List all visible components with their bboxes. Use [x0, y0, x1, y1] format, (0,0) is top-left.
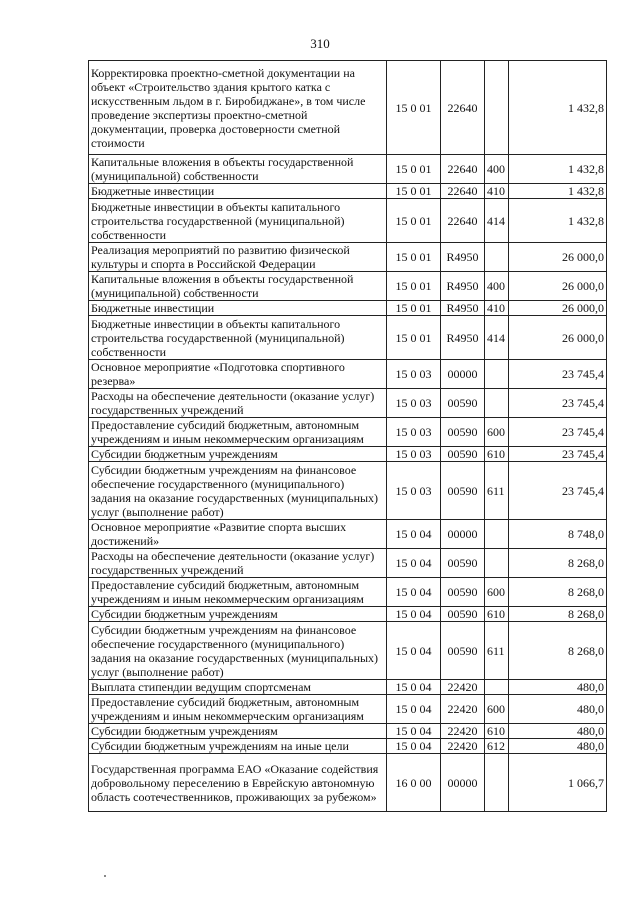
row-expense-type: 612 [485, 739, 509, 754]
row-program-code: 15 0 04 [387, 520, 441, 549]
scan-speck [104, 875, 106, 877]
row-program-code: 15 0 04 [387, 724, 441, 739]
row-expense-type: 610 [485, 447, 509, 462]
row-program-code: 15 0 01 [387, 184, 441, 199]
row-program-code: 15 0 04 [387, 680, 441, 695]
row-name: Предоставление субсидий бюджетным, автономным учреждениям и иным некоммерческим организациям [89, 418, 387, 447]
row-program-code: 15 0 04 [387, 578, 441, 607]
row-expense-type: 610 [485, 607, 509, 622]
row-name: Субсидии бюджетным учреждениям на финансовое обеспечение государственного (муниципального) задания на оказание государственных (муниципальных) услуг (выполнение работ) [89, 462, 387, 520]
row-article-code: R4950 [441, 316, 485, 360]
row-amount: 26 000,0 [509, 243, 607, 272]
row-expense-type: 414 [485, 316, 509, 360]
table-row [89, 418, 607, 447]
row-program-code: 15 0 03 [387, 360, 441, 389]
table-row [89, 578, 607, 607]
row-expense-type: 610 [485, 724, 509, 739]
row-article-code: 00590 [441, 549, 485, 578]
row-program-code: 15 0 01 [387, 155, 441, 184]
row-article-code: 00590 [441, 607, 485, 622]
row-name: Предоставление субсидий бюджетным, автономным учреждениям и иным некоммерческим организациям [89, 695, 387, 724]
table-row [89, 389, 607, 418]
row-name: Бюджетные инвестиции [89, 301, 387, 316]
table-row [89, 155, 607, 184]
row-expense-type [485, 360, 509, 389]
row-name: Государственная программа ЕАО «Оказание содействия добровольному переселению в Еврейскую автономную область соотечественников, проживающих за рубежом» [89, 754, 387, 812]
table-row [89, 301, 607, 316]
row-program-code: 15 0 01 [387, 199, 441, 243]
row-name: Капитальные вложения в объекты государственной (муниципальной) собственности [89, 155, 387, 184]
row-amount: 23 745,4 [509, 418, 607, 447]
row-program-code: 15 0 03 [387, 447, 441, 462]
row-name: Капитальные вложения в объекты государственной (муниципальной) собственности [89, 272, 387, 301]
table-row [89, 462, 607, 520]
row-expense-type: 600 [485, 695, 509, 724]
row-article-code: 00590 [441, 462, 485, 520]
row-article-code: 00590 [441, 622, 485, 680]
table-row [89, 680, 607, 695]
table-row [89, 447, 607, 462]
row-program-code: 15 0 01 [387, 243, 441, 272]
row-amount: 480,0 [509, 739, 607, 754]
table-row [89, 272, 607, 301]
row-expense-type [485, 549, 509, 578]
row-article-code: 00590 [441, 389, 485, 418]
row-amount: 480,0 [509, 724, 607, 739]
row-article-code: 00000 [441, 754, 485, 812]
row-expense-type: 414 [485, 199, 509, 243]
row-article-code: 22420 [441, 680, 485, 695]
row-amount: 1 432,8 [509, 61, 607, 155]
table-row [89, 316, 607, 360]
row-program-code: 15 0 01 [387, 272, 441, 301]
row-program-code: 15 0 01 [387, 316, 441, 360]
row-article-code: 00590 [441, 418, 485, 447]
row-amount: 26 000,0 [509, 301, 607, 316]
row-name: Бюджетные инвестиции [89, 184, 387, 199]
row-expense-type [485, 389, 509, 418]
row-article-code: 22420 [441, 739, 485, 754]
row-article-code: 00590 [441, 578, 485, 607]
row-program-code: 15 0 01 [387, 61, 441, 155]
row-amount: 26 000,0 [509, 272, 607, 301]
row-name: Расходы на обеспечение деятельности (оказание услуг) государственных учреждений [89, 549, 387, 578]
row-article-code: 00000 [441, 520, 485, 549]
row-program-code: 15 0 01 [387, 301, 441, 316]
row-program-code: 15 0 04 [387, 695, 441, 724]
row-program-code: 15 0 04 [387, 622, 441, 680]
table-row [89, 622, 607, 680]
table-row [89, 61, 607, 155]
table-row [89, 607, 607, 622]
row-article-code: 22420 [441, 724, 485, 739]
row-amount: 8 268,0 [509, 549, 607, 578]
table-row [89, 739, 607, 754]
row-expense-type: 611 [485, 622, 509, 680]
table-row [89, 695, 607, 724]
row-program-code: 15 0 03 [387, 418, 441, 447]
row-amount: 23 745,4 [509, 447, 607, 462]
table-row [89, 549, 607, 578]
row-amount: 480,0 [509, 680, 607, 695]
row-name: Субсидии бюджетным учреждениям [89, 607, 387, 622]
row-name: Бюджетные инвестиции в объекты капитального строительства государственной (муниципальной) собственности [89, 199, 387, 243]
row-article-code: 22640 [441, 155, 485, 184]
row-program-code: 15 0 04 [387, 739, 441, 754]
row-expense-type: 400 [485, 155, 509, 184]
row-expense-type [485, 520, 509, 549]
row-name: Расходы на обеспечение деятельности (оказание услуг) государственных учреждений [89, 389, 387, 418]
budget-table [88, 60, 607, 812]
table-row [89, 184, 607, 199]
row-name: Предоставление субсидий бюджетным, автономным учреждениям и иным некоммерческим организациям [89, 578, 387, 607]
row-expense-type: 600 [485, 418, 509, 447]
row-program-code: 15 0 03 [387, 462, 441, 520]
row-article-code: R4950 [441, 301, 485, 316]
row-amount: 23 745,4 [509, 360, 607, 389]
row-amount: 8 748,0 [509, 520, 607, 549]
row-name: Субсидии бюджетным учреждениям [89, 724, 387, 739]
row-name: Реализация мероприятий по развитию физической культуры и спорта в Российской Федерации [89, 243, 387, 272]
row-expense-type: 400 [485, 272, 509, 301]
row-amount: 8 268,0 [509, 607, 607, 622]
row-name: Выплата стипендии ведущим спортсменам [89, 680, 387, 695]
row-program-code: 15 0 04 [387, 549, 441, 578]
row-name: Субсидии бюджетным учреждениям на финансовое обеспечение государственного (муниципального) задания на оказание государственных (муниципальных) услуг (выполнение работ) [89, 622, 387, 680]
row-amount: 8 268,0 [509, 578, 607, 607]
row-program-code: 15 0 04 [387, 607, 441, 622]
row-article-code: 22640 [441, 184, 485, 199]
row-amount: 26 000,0 [509, 316, 607, 360]
row-article-code: 22640 [441, 199, 485, 243]
row-program-code: 15 0 03 [387, 389, 441, 418]
row-amount: 1 432,8 [509, 199, 607, 243]
row-expense-type: 600 [485, 578, 509, 607]
page-number: 310 [310, 36, 330, 51]
table-row [89, 360, 607, 389]
row-expense-type: 611 [485, 462, 509, 520]
table-row [89, 199, 607, 243]
row-article-code: 00590 [441, 447, 485, 462]
row-expense-type [485, 243, 509, 272]
row-article-code: 22640 [441, 61, 485, 155]
row-name: Основное мероприятие «Подготовка спортивного резерва» [89, 360, 387, 389]
row-expense-type [485, 61, 509, 155]
row-article-code: 22420 [441, 695, 485, 724]
row-amount: 480,0 [509, 695, 607, 724]
row-expense-type: 410 [485, 184, 509, 199]
row-name: Бюджетные инвестиции в объекты капитального строительства государственной (муниципальной) собственности [89, 316, 387, 360]
row-program-code: 16 0 00 [387, 754, 441, 812]
row-article-code: R4950 [441, 243, 485, 272]
table-row [89, 520, 607, 549]
row-amount: 23 745,4 [509, 462, 607, 520]
row-expense-type [485, 754, 509, 812]
row-name: Субсидии бюджетным учреждениям на иные цели [89, 739, 387, 754]
row-name: Субсидии бюджетным учреждениям [89, 447, 387, 462]
table-row [89, 754, 607, 812]
table-row [89, 724, 607, 739]
row-expense-type: 410 [485, 301, 509, 316]
row-name: Корректировка проектно-сметной документации на объект «Строительство здания крытого катка с искусственным льдом в г. Биробиджане», в том числе проведение экспертизы проектно-сметной документации, проверка достоверности сметной стоимости [89, 61, 387, 155]
row-amount: 1 066,7 [509, 754, 607, 812]
row-name: Основное мероприятие «Развитие спорта высших достижений» [89, 520, 387, 549]
row-amount: 23 745,4 [509, 389, 607, 418]
table-row [89, 243, 607, 272]
row-amount: 8 268,0 [509, 622, 607, 680]
row-article-code: R4950 [441, 272, 485, 301]
row-article-code: 00000 [441, 360, 485, 389]
row-amount: 1 432,8 [509, 155, 607, 184]
row-amount: 1 432,8 [509, 184, 607, 199]
row-expense-type [485, 680, 509, 695]
